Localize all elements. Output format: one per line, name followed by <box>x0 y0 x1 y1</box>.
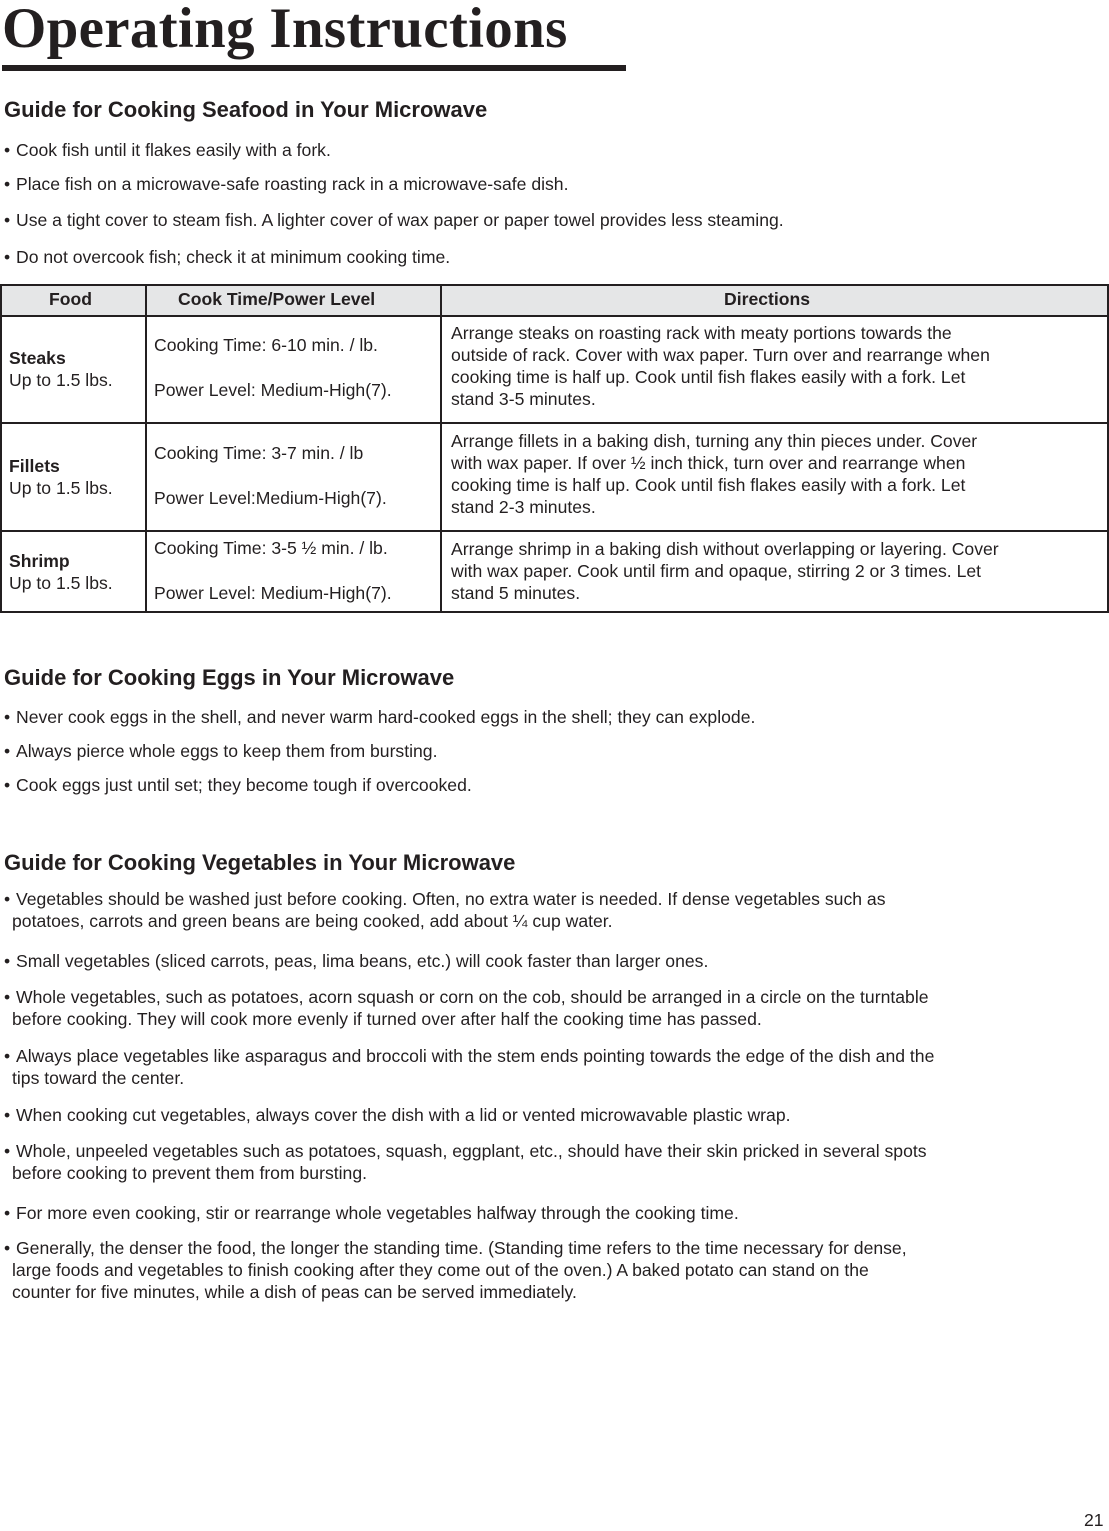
eggs-heading: Guide for Cooking Eggs in Your Microwave <box>4 665 455 690</box>
list-item: • Use a tight cover to steam fish. A lighter cover of wax paper or paper towel provides less steaming. <box>4 210 784 230</box>
table-row-divider <box>0 422 1109 424</box>
seafood-cooking-table <box>0 284 1109 613</box>
table-row-power-level: Power Level: Medium-High(7). <box>154 583 392 603</box>
table-header-row <box>0 284 1109 316</box>
table-column-divider <box>145 284 147 613</box>
list-item: • Vegetables should be washed just before cooking. Often, no extra water is needed. If dense vegetables such as potatoes, carrots and green beans are being cooked, add about ¼ cup water. <box>4 889 886 931</box>
table-row-directions: Arrange fillets in a baking dish, turning any thin pieces under. Cover with wax paper. If over ½ inch thick, turn over and rearrange when cooking time is half up. Cook until fish flakes easily with a fork. Let stand 2-3 minutes. <box>451 431 978 517</box>
table-row-food: Steaks Up to 1.5 lbs. <box>9 348 113 390</box>
table-row-power-level: Power Level:Medium-High(7). <box>154 488 387 508</box>
list-item: • Whole vegetables, such as potatoes, acorn squash or corn on the cob, should be arranged in a circle on the turntable before cooking. They will cook more evenly if turned over after half the cooking time has passed. <box>4 987 929 1029</box>
table-border-top <box>0 284 1109 286</box>
table-row-cook-time: Cooking Time: 6-10 min. / lb. <box>154 335 378 355</box>
list-item: • For more even cooking, stir or rearrange whole vegetables halfway through the cooking time. <box>4 1203 739 1223</box>
table-row-food: Shrimp Up to 1.5 lbs. <box>9 551 113 593</box>
list-item: • When cooking cut vegetables, always cover the dish with a lid or vented microwavable plastic wrap. <box>4 1105 791 1125</box>
table-header-divider <box>0 315 1109 317</box>
table-row-power-level: Power Level: Medium-High(7). <box>154 380 392 400</box>
list-item: • Always place vegetables like asparagus and broccoli with the stem ends pointing towards the edge of the dish and the tips toward the center. <box>4 1046 935 1088</box>
column-header-food: Food <box>49 289 92 309</box>
table-row-cook-time: Cooking Time: 3-7 min. / lb <box>154 443 364 463</box>
page-title: Operating Instructions <box>2 0 568 60</box>
list-item: • Always pierce whole eggs to keep them from bursting. <box>4 741 438 761</box>
vegetables-heading: Guide for Cooking Vegetables in Your Microwave <box>4 850 516 875</box>
table-row-divider <box>0 530 1109 532</box>
list-item: • Never cook eggs in the shell, and never warm hard-cooked eggs in the shell; they can explode. <box>4 707 756 727</box>
table-column-divider <box>440 284 442 613</box>
column-header-cook-time: Cook Time/Power Level <box>178 289 376 309</box>
list-item: • Whole, unpeeled vegetables such as potatoes, squash, eggplant, etc., should have their skin pricked in several spots before cooking to prevent them from bursting. <box>4 1141 927 1183</box>
list-item: • Do not overcook fish; check it at minimum cooking time. <box>4 247 451 267</box>
column-header-directions: Directions <box>724 289 811 309</box>
seafood-heading: Guide for Cooking Seafood in Your Microwave <box>4 97 488 122</box>
table-border-bottom <box>0 611 1109 613</box>
list-item: • Place fish on a microwave-safe roasting rack in a microwave-safe dish. <box>4 174 569 194</box>
page-number: 21 <box>1084 1510 1104 1530</box>
table-row-directions: Arrange shrimp in a baking dish without overlapping or layering. Cover with wax paper. Cook until firm and opaque, stirring 2 or 3 times. Let stand 5 minutes. <box>451 539 999 603</box>
table-row-food: Fillets Up to 1.5 lbs. <box>9 456 113 498</box>
table-row-directions: Arrange steaks on roasting rack with meaty portions towards the outside of rack. Cover with wax paper. Turn over and rearrange when cooking time is half up. Cook until fish flakes easily with a fork. Let stand 3-5 minutes. <box>451 323 990 409</box>
list-item: • Generally, the denser the food, the longer the standing time. (Standing time refers to the time necessary for dense, large foods and vegetables to finish cooking after they come out of the oven.) A baked potato can stand on the counter for five minutes, while a dish of peas can be served immediately. <box>4 1238 907 1302</box>
list-item: • Small vegetables (sliced carrots, peas, lima beans, etc.) will cook faster than larger ones. <box>4 951 709 971</box>
table-border-left <box>0 284 2 613</box>
list-item: • Cook eggs just until set; they become tough if overcooked. <box>4 775 472 795</box>
list-item: • Cook fish until it flakes easily with a fork. <box>4 140 331 160</box>
table-row-cook-time: Cooking Time: 3-5 ½ min. / lb. <box>154 538 388 558</box>
title-underline <box>2 65 626 71</box>
